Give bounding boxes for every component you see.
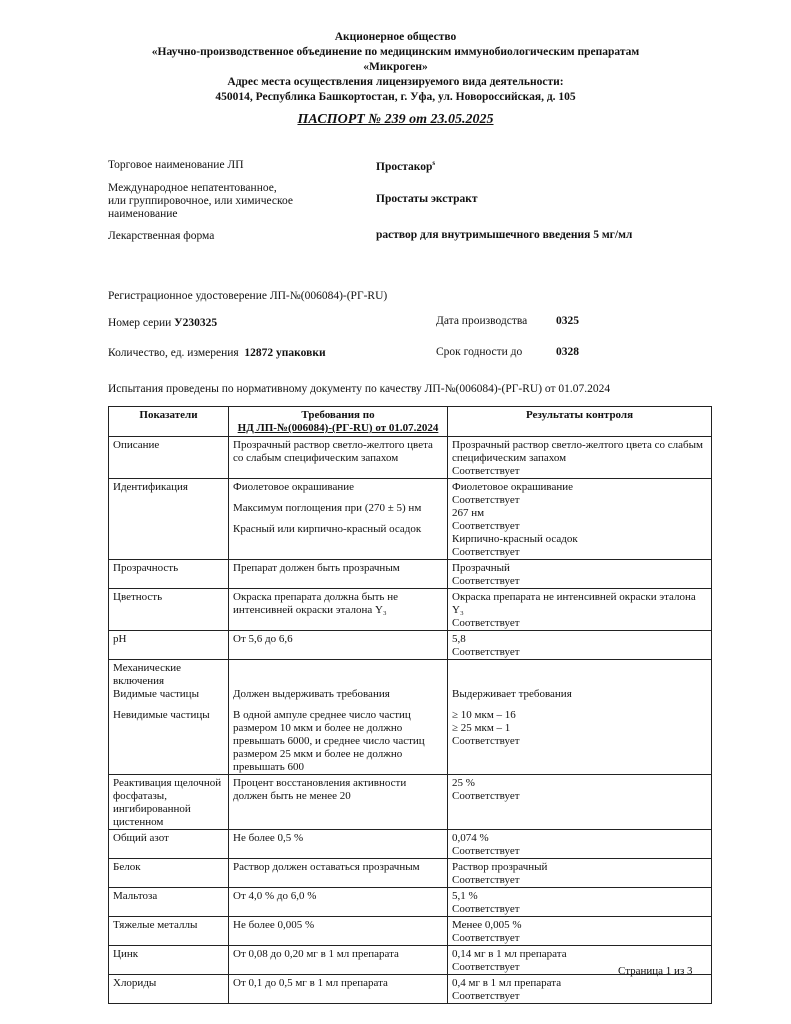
quantity-value: 12872 упаковки <box>244 347 326 359</box>
row-result <box>448 830 712 859</box>
header-line-3: «Микроген» <box>363 61 428 73</box>
result-text: Раствор прозрачный <box>452 861 548 873</box>
result-status: Соответствует <box>452 617 520 629</box>
table-row <box>109 560 712 589</box>
result-text: Кирпично-красный осадок <box>452 533 578 545</box>
table-header-row <box>109 407 712 437</box>
result-text: ≥ 25 мкм – 1 <box>452 722 511 734</box>
result-text: Менее 0,005 % <box>452 919 522 931</box>
result-status: Соответствует <box>452 520 520 532</box>
requirement-text: Максимум поглощения при (270 ± 5) нм <box>233 502 422 514</box>
row-result <box>448 560 712 589</box>
header-line-4: Адрес места осуществления лицензируемого вида деятельности: <box>227 76 564 88</box>
table-row <box>109 917 712 946</box>
requirement-text: Должен выдерживать требования <box>233 688 390 700</box>
result-text: 5,8 <box>452 633 466 645</box>
row-result <box>448 660 712 775</box>
result-status: Соответствует <box>452 790 520 802</box>
result-status: Соответствует <box>452 932 520 944</box>
table-row <box>109 830 712 859</box>
result-text: 0,14 мг в 1 мл препарата <box>452 948 567 960</box>
row-requirement: Раствор должен оставаться прозрачным <box>229 859 448 888</box>
expiry-value: 0328 <box>556 346 579 358</box>
quantity-label: Количество, ед. измерения <box>108 347 239 359</box>
row-name: Цинк <box>109 946 229 975</box>
row-name: pH <box>109 631 229 660</box>
row-name: Белок <box>109 859 229 888</box>
row-requirement <box>229 660 448 775</box>
quality-control-table <box>108 406 712 1004</box>
table-row <box>109 589 712 631</box>
row-requirement: Окраска препарата должна быть не интенсивней окраски эталона Y₃ <box>229 589 448 631</box>
result-text: Окраска препарата не интенсивней окраски эталона Y₃ <box>452 591 696 616</box>
requirement-text: Красный или кирпично-красный осадок <box>233 523 422 535</box>
result-text: Прозрачный раствор светло-желтого цвета со слабым специфическим запахом <box>452 439 703 464</box>
series-row <box>108 316 217 330</box>
form-value: раствор для внутримышечного введения 5 мг/мл <box>376 229 633 241</box>
row-name: Идентификация <box>109 479 229 560</box>
series-value: У230325 <box>174 317 218 329</box>
row-result <box>448 859 712 888</box>
production-date-value: 0325 <box>556 315 579 327</box>
row-name-line: Механические включения <box>113 662 182 687</box>
row-result <box>448 479 712 560</box>
row-result <box>448 975 712 1004</box>
result-text: 267 нм <box>452 507 485 519</box>
row-requirement: От 5,6 до 6,6 <box>229 631 448 660</box>
row-name-line: Видимые частицы <box>113 688 199 700</box>
row-requirement: Препарат должен быть прозрачным <box>229 560 448 589</box>
result-status: Соответствует <box>452 546 520 558</box>
inn-value: Простаты экстракт <box>376 193 478 205</box>
expiry-label: Срок годности до <box>436 346 523 358</box>
row-name: Хлориды <box>109 975 229 1004</box>
row-result <box>448 437 712 479</box>
result-status: Соответствует <box>452 874 520 886</box>
table-row <box>109 888 712 917</box>
row-name: Цветность <box>109 589 229 631</box>
header-requirements <box>229 407 448 437</box>
row-name <box>109 660 229 775</box>
requirement-text: В одной ампуле среднее число частиц размером 10 мкм и более не должно превышать 6000, и среднее число частиц размером 25 мкм и более не должно превышать 600 <box>233 709 425 773</box>
result-status: Соответствует <box>452 494 520 506</box>
row-result <box>448 589 712 631</box>
header-results: Результаты контроля <box>448 407 712 437</box>
trade-name-text: Простакор <box>376 160 433 173</box>
table-row <box>109 660 712 775</box>
trade-name-value <box>376 156 435 174</box>
header-requirements-line-2: НД ЛП-№(006084)-(РГ-RU) от 01.07.2024 <box>237 422 439 434</box>
row-result <box>448 775 712 830</box>
result-text: 5,1 % <box>452 890 478 902</box>
table-row <box>109 859 712 888</box>
table-row <box>109 479 712 560</box>
series-label: Номер серии <box>108 317 172 329</box>
header-line-5: 450014, Республика Башкортостан, г. Уфа, ул. Новороссийская, д. 105 <box>215 91 576 103</box>
table-row <box>109 975 712 1004</box>
inn-label-line-1: Международное непатентованное, <box>108 182 277 194</box>
row-requirement: Прозрачный раствор светло-желтого цвета со слабым специфическим запахом <box>229 437 448 479</box>
result-status: Соответствует <box>452 575 520 587</box>
result-text: ≥ 10 мкм – 16 <box>452 709 516 721</box>
header-line-1: Акционерное общество <box>334 31 457 43</box>
row-requirement: Не более 0,5 % <box>229 830 448 859</box>
row-name: Мальтоза <box>109 888 229 917</box>
result-text: 25 % <box>452 777 475 789</box>
row-name-line: Невидимые частицы <box>113 709 210 721</box>
header-line-2: «Научно-производственное объединение по медицинским иммунобиологическим препаратам <box>151 46 640 58</box>
row-name: Тяжелые металлы <box>109 917 229 946</box>
row-result <box>448 631 712 660</box>
row-name: Общий азот <box>109 830 229 859</box>
registration-certificate: Регистрационное удостоверение ЛП-№(006084)-(РГ-RU) <box>108 290 388 302</box>
table-row <box>109 437 712 479</box>
result-text: 0,074 % <box>452 832 489 844</box>
form-label: Лекарственная форма <box>108 230 215 242</box>
row-requirement: Процент восстановления активности должен быть не менее 20 <box>229 775 448 830</box>
trade-name-label: Торговое наименование ЛП <box>108 159 244 171</box>
table-row <box>109 775 712 830</box>
row-name: Описание <box>109 437 229 479</box>
result-text: Прозрачный <box>452 562 510 574</box>
row-requirement: От 0,1 до 0,5 мг в 1 мл препарата <box>229 975 448 1004</box>
row-name: Реактивация щелочной фосфатазы, ингибированной цистенном <box>109 775 229 830</box>
result-text: Выдерживает требования <box>452 688 572 700</box>
result-status: Соответствует <box>452 465 520 477</box>
row-name: Прозрачность <box>109 560 229 589</box>
result-status: Соответствует <box>452 735 520 747</box>
result-text: 0,4 мг в 1 мл препарата <box>452 977 562 989</box>
row-requirement: Не более 0,005 % <box>229 917 448 946</box>
production-date-label: Дата производства <box>436 315 528 327</box>
row-requirement <box>229 479 448 560</box>
tests-note: Испытания проведены по нормативному документу по качеству ЛП-№(006084)-(РГ-RU) от 01.07.2024 <box>108 383 611 395</box>
requirement-text: Фиолетовое окрашивание <box>233 481 355 493</box>
inn-label-line-3: наименование <box>108 208 178 220</box>
inn-label-line-2: или группировочное, или химическое <box>108 195 293 207</box>
result-text: Фиолетовое окрашивание <box>452 481 574 493</box>
result-status: Соответствует <box>452 990 520 1002</box>
row-result <box>448 917 712 946</box>
passport-title: ПАСПОРТ № 239 от 23.05.2025 <box>297 112 494 127</box>
header-indicators: Показатели <box>109 407 229 437</box>
table-row <box>109 631 712 660</box>
row-requirement: От 4,0 % до 6,0 % <box>229 888 448 917</box>
row-requirement: От 0,08 до 0,20 мг в 1 мл препарата <box>229 946 448 975</box>
page-number: Страница 1 из 3 <box>618 965 693 977</box>
quantity-row <box>108 346 326 360</box>
result-status: Соответствует <box>452 903 520 915</box>
result-status: Соответствует <box>452 961 520 973</box>
trade-name-sup: s <box>432 159 436 167</box>
result-status: Соответствует <box>452 845 520 857</box>
inn-label <box>108 182 293 221</box>
company-header <box>0 30 791 105</box>
row-result <box>448 888 712 917</box>
result-status: Соответствует <box>452 646 520 658</box>
header-requirements-line-1: Требования по <box>301 409 375 421</box>
